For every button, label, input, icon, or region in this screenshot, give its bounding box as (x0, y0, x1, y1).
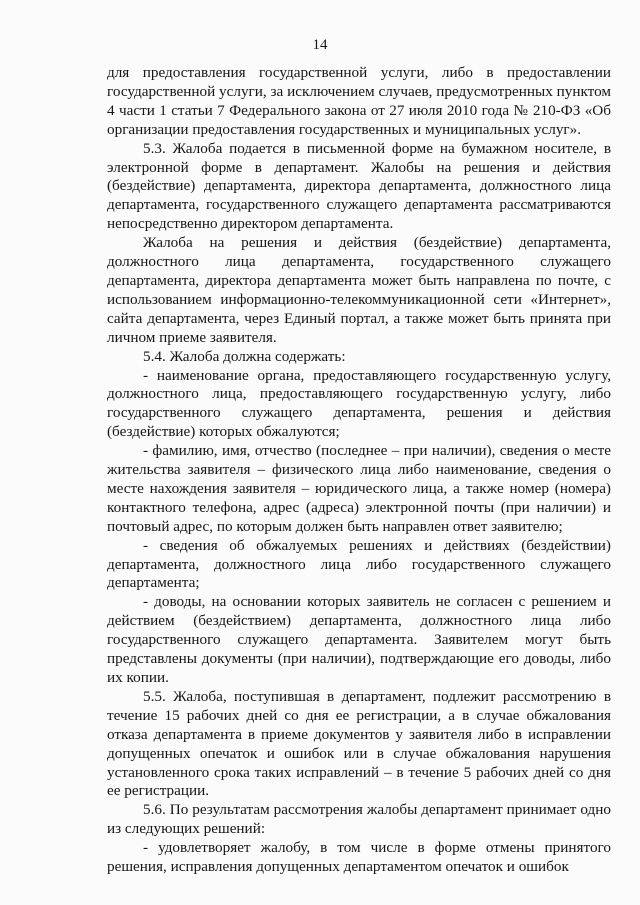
document-paragraph: - доводы, на основании которых заявитель не согласен с решением и действием (бездействием) департамента, должностного лица либо государственного служащего департамента. Заявителем могут быть представлены документы (при наличии), подтверждающие его доводы, либо их копии. (107, 593, 611, 686)
document-paragraph: Жалоба на решения и действия (бездействие) департамента, должностного лица департамента, государственного служащего департамента, директора департамента может быть направлена по почте, с использованием информационно-телекоммуникационной сети «Интернет», сайта департамента, через Единый портал, а также может быть принята при личном приеме заявителя. (107, 234, 611, 346)
document-paragraph: - удовлетворяет жалобу, в том числе в форме отмены принятого решения, исправления допущенных департаментом опечаток и ошибок (107, 839, 611, 876)
document-body (107, 64, 611, 877)
document-paragraph: 5.6. По результатам рассмотрения жалобы департамент принимает одно из следующих решений: (107, 801, 611, 838)
document-paragraph: для предоставления государственной услуги, либо в предоставлении государственной услуги, за исключением случаев, предусмотренных пунктом 4 части 1 статьи 7 Федерального закона от 27 июля 2010 года № 210-ФЗ «Об организации предоставления государственных и муниципальных услуг». (107, 64, 611, 138)
document-paragraph: 5.5. Жалоба, поступившая в департамент, подлежит рассмотрению в течение 15 рабочих дней со дня ее регистрации, а в случае обжалования отказа департамента в приеме документов у заявителя либо в исправлении допущенных опечаток и ошибок или в случае обжалования нарушения установленного срока таких исправлений – в течение 5 рабочих дней со дня ее регистрации. (107, 687, 611, 800)
page-number: 14 (312, 37, 328, 53)
document-paragraph: - фамилию, имя, отчество (последнее – при наличии), сведения о месте жительства заявителя – физического лица либо наименование, сведения о месте нахождения заявителя – юридического лица, а также номер (номера) контактного телефона, адрес (адреса) электронной почты (при наличии) и почтовый адрес, по которым должен быть направлен ответ заявителю; (107, 442, 611, 535)
document-paragraph: - сведения об обжалуемых решениях и действиях (бездействии) департамента, должностного лица либо государственного служащего департамента; (107, 536, 611, 592)
document-paragraph: 5.4. Жалоба должна содержать: (143, 347, 346, 365)
document-paragraph: - наименование органа, предоставляющего государственную услугу, должностного лица, предоставляющего государственную услугу, либо государственного служащего департамента, решения и действия (бездействие) которых обжалуются; (107, 366, 611, 441)
document-paragraph: 5.3. Жалоба подается в письменной форме на бумажном носителе, в электронной форме в департамент. Жалобы на решения и действия (бездействие) департамента, директора департамента, должностного лица департамента, государственного служащего департамента рассматриваются непосредственно директором департамента. (107, 139, 611, 233)
